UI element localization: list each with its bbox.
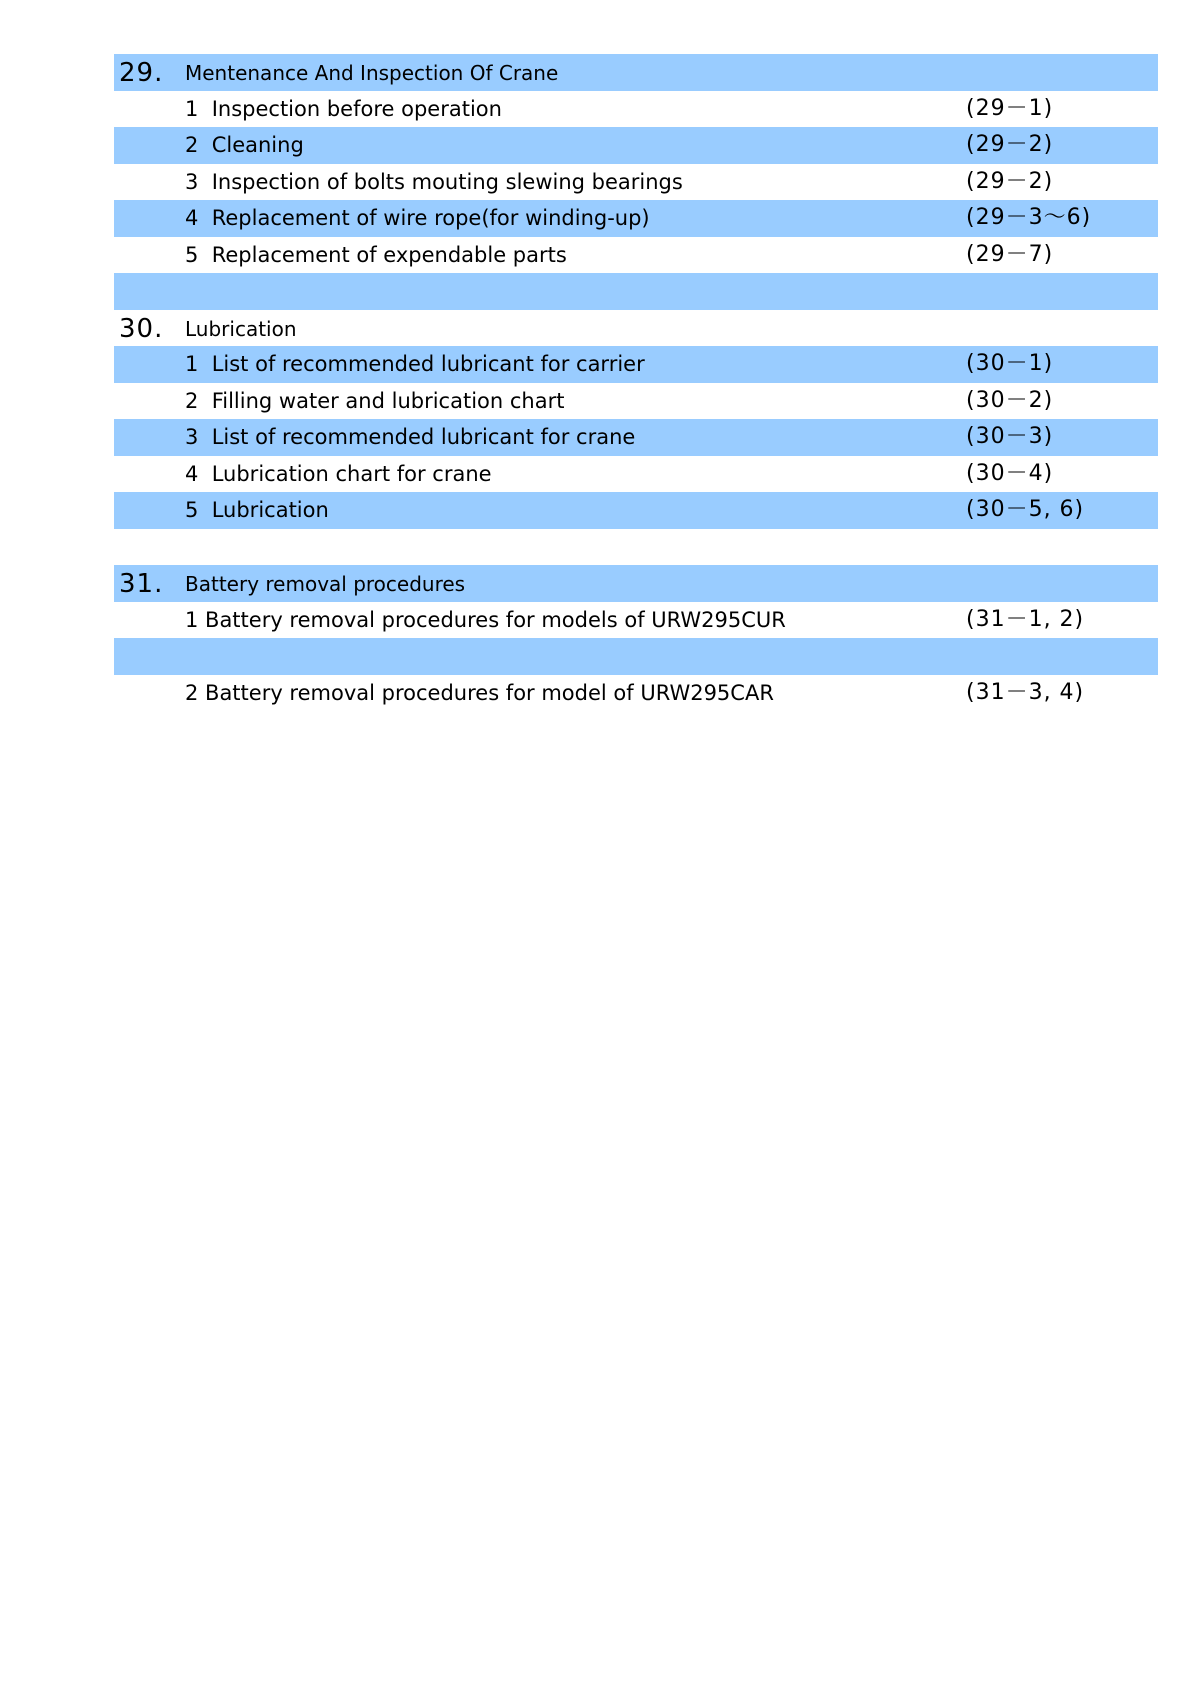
toc-item[interactable] — [114, 383, 1158, 420]
spacer-band — [114, 638, 1158, 675]
toc-item-title: 1 Inspection before operation — [185, 96, 502, 121]
toc-item[interactable] — [114, 91, 1158, 128]
section-header-31[interactable] — [114, 565, 1158, 602]
toc-item-page: (29－2) — [966, 132, 1054, 157]
toc-item-title: 2 Filling water and lubrication chart — [185, 388, 565, 413]
toc-item-page: (29－3～6) — [966, 205, 1092, 230]
toc-item[interactable] — [114, 200, 1158, 237]
toc-item-title: 2 Cleaning — [185, 133, 304, 157]
toc-item-title: 5 Replacement of expendable parts — [185, 242, 567, 267]
section-number: 29. — [119, 58, 164, 88]
section-header-29[interactable] — [114, 54, 1158, 91]
toc-item[interactable] — [114, 164, 1158, 201]
table-of-contents — [114, 54, 1158, 711]
toc-item-page: (31－1, 2) — [966, 606, 1085, 632]
toc-item-title: 4 Lubrication chart for crane — [185, 461, 492, 486]
section-title: Mentenance And Inspection Of Crane — [185, 61, 559, 85]
toc-item-page: (30－3) — [966, 424, 1054, 449]
toc-item-page: (30－4) — [966, 460, 1054, 486]
toc-item[interactable] — [114, 419, 1158, 456]
toc-item[interactable] — [114, 456, 1158, 493]
section-number: 31. — [119, 569, 164, 599]
toc-item[interactable] — [114, 675, 1158, 712]
toc-item[interactable] — [114, 346, 1158, 383]
toc-item-page: (29－7) — [966, 241, 1054, 267]
toc-item-page: (30－5, 6) — [966, 497, 1085, 522]
spacer-band — [114, 273, 1158, 310]
toc-item-title: 1 List of recommended lubricant for carrier — [185, 352, 645, 376]
toc-item-page: (31－3, 4) — [966, 679, 1085, 705]
toc-item-page: (29－1) — [966, 95, 1054, 121]
spacer-blank — [114, 529, 1158, 566]
toc-item[interactable] — [114, 127, 1158, 164]
section-title: Battery removal procedures — [185, 572, 466, 596]
toc-item-title: 3 Inspection of bolts mouting slewing bearings — [185, 169, 683, 194]
toc-item-title: 2 Battery removal procedures for model of URW295CAR — [185, 680, 774, 705]
section-number: 30. — [119, 313, 164, 344]
toc-item[interactable] — [114, 602, 1158, 639]
toc-item-title: 3 List of recommended lubricant for crane — [185, 425, 636, 449]
toc-item-page: (30－2) — [966, 387, 1054, 413]
toc-item[interactable] — [114, 492, 1158, 529]
toc-item-page: (30－1) — [966, 351, 1054, 376]
toc-item-page: (29－2) — [966, 168, 1054, 194]
toc-item[interactable] — [114, 237, 1158, 274]
section-header-30[interactable] — [114, 310, 1158, 347]
toc-item-title: 5 Lubrication — [185, 498, 329, 522]
toc-item-title: 4 Replacement of wire rope(for winding-up) — [185, 206, 650, 230]
toc-item-title: 1 Battery removal procedures for models of URW295CUR — [185, 607, 786, 632]
section-title: Lubrication — [185, 316, 297, 341]
